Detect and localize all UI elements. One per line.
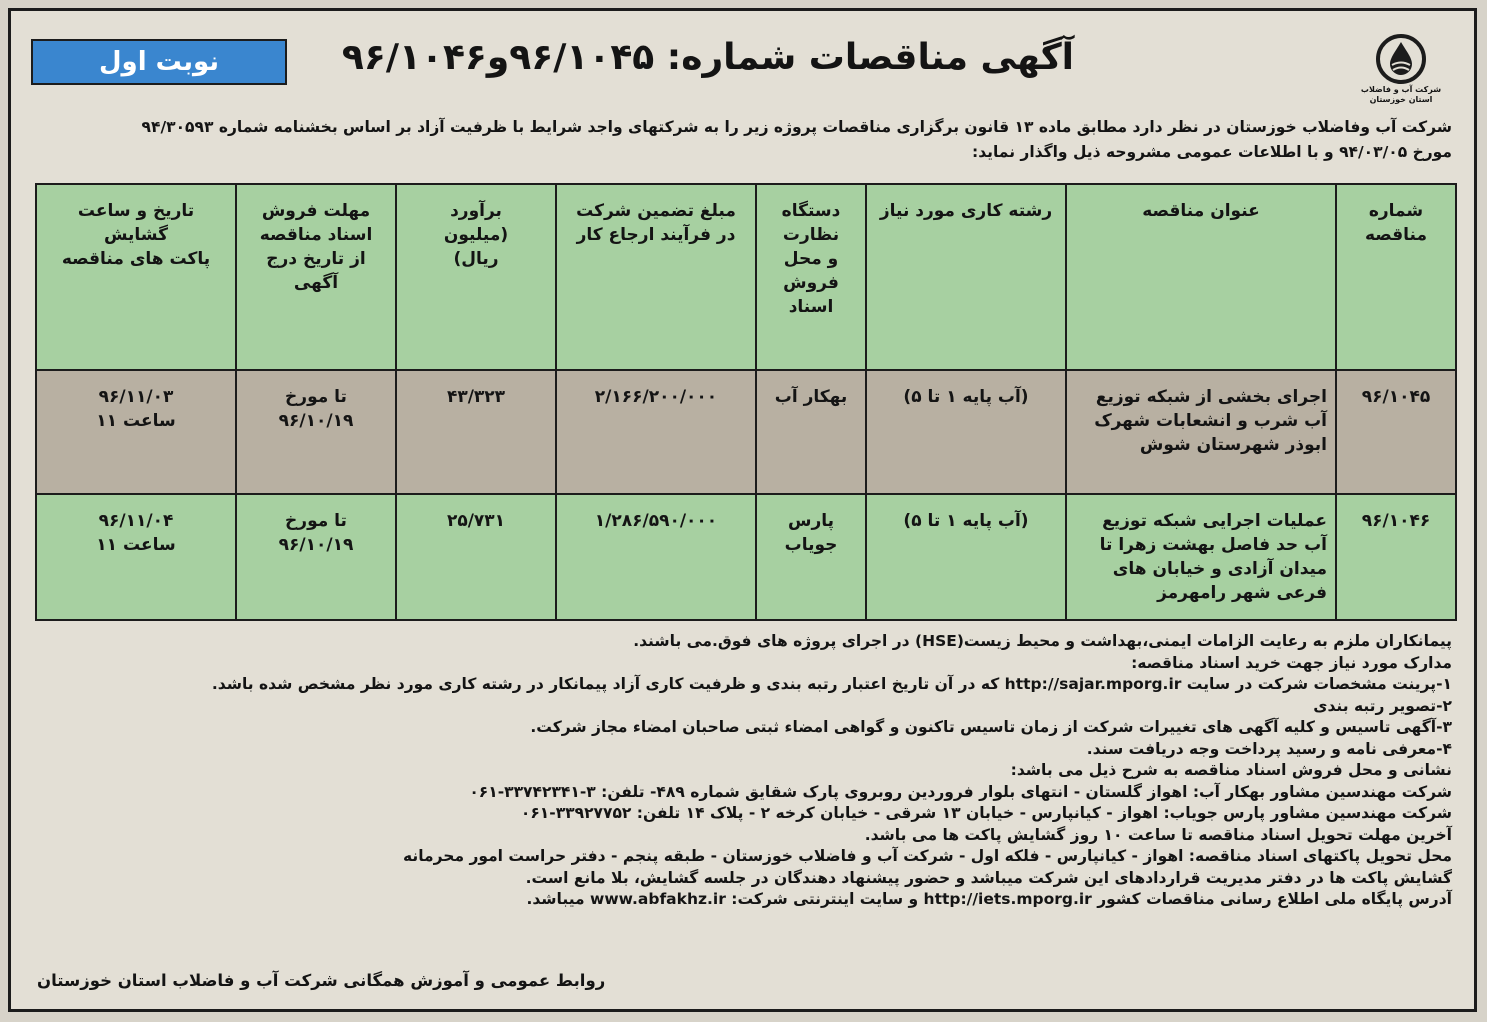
header-tender-title: عنوان مناقصه [1066, 184, 1336, 370]
supervising-agency: بهکار آب [756, 370, 866, 494]
header-opening-date: تاریخ و ساعت گشایش پاکت های مناقصه [36, 184, 236, 370]
note-line: آخرین مهلت تحویل اسناد مناقصه تا ساعت ۱۰ روز گشایش پاکت ها می باشد. [864, 825, 1452, 844]
intro-line: مورخ ۹۴/۰۳/۰۵ و با اطلاعات عمومی مشروحه ذیل واگذار نماید: [972, 143, 1452, 161]
tender-number: ۹۶/۱۰۴۶ [1336, 494, 1456, 620]
header-tender-number: شماره مناقصه [1336, 184, 1456, 370]
tender-title: عملیات اجرایی شبکه توزیع آب حد فاصل بهشت زهرا تا میدان آزادی و خیابان های فرعی شهر رامهرمز [1066, 494, 1336, 620]
note-line: ۴-معرفی نامه و رسید پرداخت وجه دریافت سند. [1086, 739, 1452, 758]
opening-date: ۹۶/۱۱/۰۴ ساعت ۱۱ [36, 494, 236, 620]
tender-title: اجرای بخشی از شبکه توزیع آب شرب و انشعابات شهرک ابوذر شهرستان شوش [1066, 370, 1336, 494]
table-row [36, 370, 1456, 494]
tender-number: ۹۶/۱۰۴۵ [1336, 370, 1456, 494]
estimate: ۴۳/۳۲۳ [396, 370, 556, 494]
note-line: ۳-آگهی تاسیس و کلیه آگهی های تغییرات شرکت از زمان تاسیس تاکنون و گواهی امضاء ثبتی صاحبان امضاء مجاز شرکت. [530, 718, 1452, 736]
logo-caption: شرکت آب و فاضلاب استان خوزستان [1360, 85, 1442, 104]
note-line: شرکت مهندسین مشاور بهکار آب: اهواز گلستان - انتهای بلوار فروردین روبروی پارک شقایق شماره ۴۸۹- تلفن: ۳-۳۳۷۴۲۳۴۱-۰۶۱ [469, 782, 1452, 801]
guarantee-amount: ۱/۲۸۶/۵۹۰/۰۰۰ [556, 494, 756, 620]
note-line: ۲-تصویر رتبه بندی [1313, 696, 1452, 715]
tender-notice [8, 8, 1477, 1012]
note-line: محل تحویل پاکتهای اسناد مناقصه: اهواز - کیانپارس - فلکه اول - شرکت آب و فاضلاب خوزستان - طبقه پنجم - دفتر حراست امور محرمانه [403, 847, 1452, 865]
sale-deadline: تا مورخ ۹۶/۱۰/۱۹ [236, 494, 396, 620]
company-logo [1356, 33, 1446, 111]
estimate: ۲۵/۷۳۱ [396, 494, 556, 620]
tenders-table [35, 183, 1457, 621]
round-badge: نوبت اول [31, 39, 287, 85]
notes-section [27, 631, 1452, 911]
header-sale-deadline: مهلت فروش اسناد مناقصه از تاریخ درج آگهی [236, 184, 396, 370]
note-line: ۱-پرینت مشخصات شرکت در سایت http://sajar.mporg.ir که در آن تاریخ اعتبار رتبه بندی و ظرفیت کاری آزاد پیمانکار در رشته کاری مورد نظر مشخص شده باشد. [211, 675, 1452, 693]
opening-date: ۹۶/۱۱/۰۳ ساعت ۱۱ [36, 370, 236, 494]
guarantee-amount: ۲/۱۶۶/۲۰۰/۰۰۰ [556, 370, 756, 494]
required-field: (آب پایه ۱ تا ۵) [866, 494, 1066, 620]
note-line: پیمانکاران ملزم به رعایت الزامات ایمنی،بهداشت و محیط زیست(HSE) در اجرای پروژه های فوق.می باشند. [633, 632, 1452, 650]
signature-footer: روابط عمومی و آموزش همگانی شرکت آب و فاضلاب استان خوزستان [37, 971, 606, 990]
water-drop-logo-icon [1375, 33, 1427, 85]
note-line: شرکت مهندسین مشاور پارس جویاب: اهواز - کیانپارس - خیابان ۱۳ شرقی - خیابان کرخه ۲ - پلاک ۱۴ تلفن: ۳۳۹۲۷۷۵۲-۰۶۱ [520, 804, 1452, 822]
header-guarantee-amount: مبلغ تضمین شرکت در فرآیند ارجاع کار [556, 184, 756, 370]
table-row [36, 494, 1456, 620]
sale-deadline: تا مورخ ۹۶/۱۰/۱۹ [236, 370, 396, 494]
header-required-field: رشته کاری مورد نیاز [866, 184, 1066, 370]
intro-paragraph [27, 115, 1452, 165]
note-line: آدرس پایگاه ملی اطلاع رسانی مناقصات کشور http://iets.mporg.ir و سایت اینترنتی شرکت: www.abfakhz.ir میباشد. [526, 890, 1452, 908]
note-line: مدارک مورد نیاز جهت خرید اسناد مناقصه: [1131, 653, 1452, 672]
intro-line: شرکت آب وفاضلاب خوزستان در نظر دارد مطابق ماده ۱۳ قانون برگزاری مناقصات پروژه زیر را به شرکتهای واجد شرایط با ظرفیت آزاد بر اساس بخشنامه شماره ۹۴/۳۰۵۹۳ [141, 118, 1452, 136]
table-header-row [36, 184, 1456, 370]
header-supervising-agency: دستگاه نظارت و محل فروش اسناد [756, 184, 866, 370]
note-line: نشانی و محل فروش اسناد مناقصه به شرح ذیل می باشد: [1010, 761, 1452, 779]
supervising-agency: پارس جویاب [756, 494, 866, 620]
notice-title: آگهی مناقصات شماره: ۹۶/۱۰۴۵و۹۶/۱۰۴۶ [341, 37, 1074, 78]
header-estimate: برآورد (میلیون ریال) [396, 184, 556, 370]
note-line: گشایش پاکت ها در دفتر مدیریت قراردادهای این شرکت میباشد و حضور پیشنهاد دهندگان در جلسه گشایش، بلا مانع است. [525, 868, 1452, 887]
required-field: (آب پایه ۱ تا ۵) [866, 370, 1066, 494]
